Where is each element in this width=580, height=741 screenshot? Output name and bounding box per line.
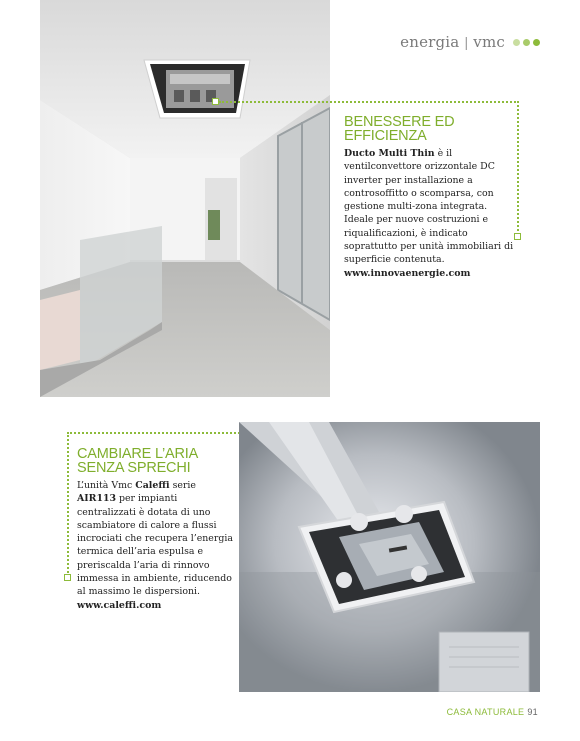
connector-square-icon (64, 574, 71, 581)
connector-line (219, 101, 516, 103)
dot-mid-icon (523, 39, 530, 46)
article-body: L’unità Vmc Caleffi serie AIR113 per impianti centralizzati è dotata di uno scambiatore di calore a flussi incrociati che recupera l’energia termica dell’aria espulsa e preriscalda l’aria di rinnovo immessa in ambiente, riducendo al massimo le dispersioni. (77, 480, 233, 598)
connector-line (67, 432, 69, 576)
dot-light-icon (513, 39, 520, 46)
corridor-photo (40, 0, 330, 397)
subsection-label: vmc (473, 33, 505, 51)
magazine-name: CASA NATURALE (446, 707, 525, 717)
article-title: BENESSERE ED EFFICIENZA (344, 114, 455, 144)
product-name: Ducto Multi Thin (344, 148, 435, 159)
article-cambiare-aria (77, 447, 235, 612)
section-dots-icon (513, 39, 540, 46)
connector-line (517, 101, 519, 235)
model-name: AIR113 (77, 493, 117, 505)
connector-square-icon (212, 98, 219, 105)
dot-dark-icon (533, 39, 540, 46)
article-link[interactable]: www.caleffi.com (77, 599, 162, 611)
article-title: CAMBIARE L’ARIA SENZA SPRECHI (77, 446, 199, 476)
vmc-unit-photo (239, 422, 540, 692)
page-number: 91 (527, 707, 538, 717)
section-label: energia (400, 33, 460, 51)
article-body: Ducto Multi Thin è il ventilconvettore orizzontale DC inverter per installazione a controsoffitto o scomparsa, con gestione multi-zona integrata. Ideale per nuove costruzioni e riqualificazioni, è indicato soprattutto per unità immobiliari di superficie contenuta. (344, 148, 514, 266)
article-link[interactable]: www.innovaenergie.com (344, 267, 471, 279)
article-benessere (344, 115, 514, 280)
connector-square-icon (514, 233, 521, 240)
brand-name: Caleffi (135, 480, 170, 491)
page-footer (447, 707, 538, 717)
section-header (400, 33, 540, 51)
header-separator: | (464, 34, 469, 50)
